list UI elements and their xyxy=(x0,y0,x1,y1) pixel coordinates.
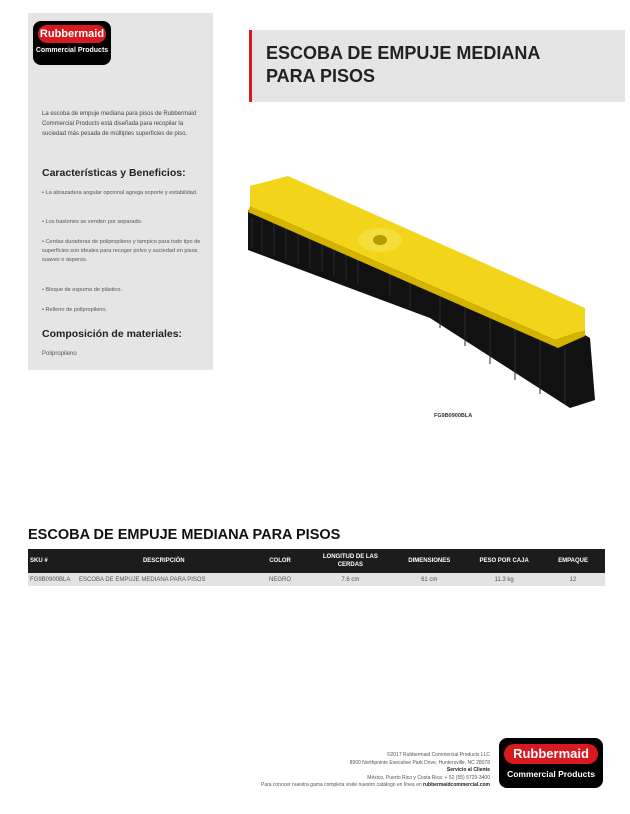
feature-item: • Relleno de polipropileno. xyxy=(42,307,108,313)
features-heading: Características y Beneficios: xyxy=(42,167,186,179)
cell-weight: 11.3 kg xyxy=(467,573,541,586)
feature-item: • Bloque de espuma de plástico. xyxy=(42,287,123,293)
footer-service: Servicio al Cliente xyxy=(446,767,490,773)
push-broom-image xyxy=(240,168,610,418)
title-line-1: ESCOBA DE EMPUJE MEDIANA xyxy=(266,43,541,63)
footer-address: 8900 Northpointe Executive Park Drive, Huntersville, NC 28078 xyxy=(349,759,490,766)
title-line-2: PARA PISOS xyxy=(266,66,376,86)
logo-subtitle: Commercial Products xyxy=(507,769,595,779)
cell-description: ESCOBA DE EMPUJE MEDIANA PARA PISOS xyxy=(77,573,251,586)
col-description: DESCRIPCIÓN xyxy=(77,549,251,573)
logo-brand: Rubbermaid xyxy=(504,744,598,764)
col-bristle-length: LONGITUD DE LAS CERDAS xyxy=(309,549,391,573)
cell-sku: FG9B0900BLA xyxy=(28,573,77,586)
footer-catalog-prefix: Para conocer nuestra gama completa visite nuestro catálogo en línea en xyxy=(260,782,422,788)
col-sku: SKU # xyxy=(28,549,77,573)
footer-phone: México, Puerto Rico y Costa Rica: + 52 (55) 5729-3400 xyxy=(367,774,490,781)
feature-item: • La abrazadera angular opcional agrega soporte y estabilidad. xyxy=(42,190,198,196)
col-dimensions: DIMENSIONES xyxy=(391,549,467,573)
cell-color: NEGRO xyxy=(251,573,310,586)
footer-copyright: ©2017 Rubbermaid Commercial Products LLC xyxy=(386,752,490,758)
logo-subtitle: Commercial Products xyxy=(35,47,109,54)
rubbermaid-logo xyxy=(33,21,111,65)
logo-brand: Rubbermaid xyxy=(38,25,106,43)
footer-text xyxy=(261,752,490,790)
col-pack: EMPAQUE xyxy=(541,549,605,573)
col-weight: PESO POR CAJA xyxy=(467,549,541,573)
feature-item: • Cerdas duraderas de polipropileno y tampico para todo tipo de superficies son ideales para recoger polvo y suciedad en pisos suaves o ásperos. xyxy=(42,239,201,263)
table-header-row xyxy=(28,549,605,573)
materials-text: Polipropileno xyxy=(42,351,77,357)
cell-bristle-length: 7.6 cm xyxy=(309,573,391,586)
title-box xyxy=(249,30,625,102)
cell-dimensions: 61 cm xyxy=(391,573,467,586)
footer-website: rubbermaidcommercial.com xyxy=(423,782,490,788)
page-title xyxy=(266,42,540,88)
footer-catalog xyxy=(261,782,490,790)
spec-table xyxy=(28,549,605,586)
cell-pack: 12 xyxy=(541,573,605,586)
sku-caption: FG9B0900BLA xyxy=(434,413,473,419)
feature-item: • Los bastones se venden por separado. xyxy=(42,219,143,225)
table-title: ESCOBA DE EMPUJE MEDIANA PARA PISOS xyxy=(28,527,341,543)
materials-heading: Composición de materiales: xyxy=(42,328,183,340)
intro-text: La escoba de empuje mediana para pisos de Rubbermaid Commercial Products está diseñada para recopilar la suciedad más pesada de múltiples superficies de piso. xyxy=(42,111,197,137)
rubbermaid-logo-footer xyxy=(499,738,603,788)
col-color: COLOR xyxy=(251,549,310,573)
table-row xyxy=(28,573,605,586)
